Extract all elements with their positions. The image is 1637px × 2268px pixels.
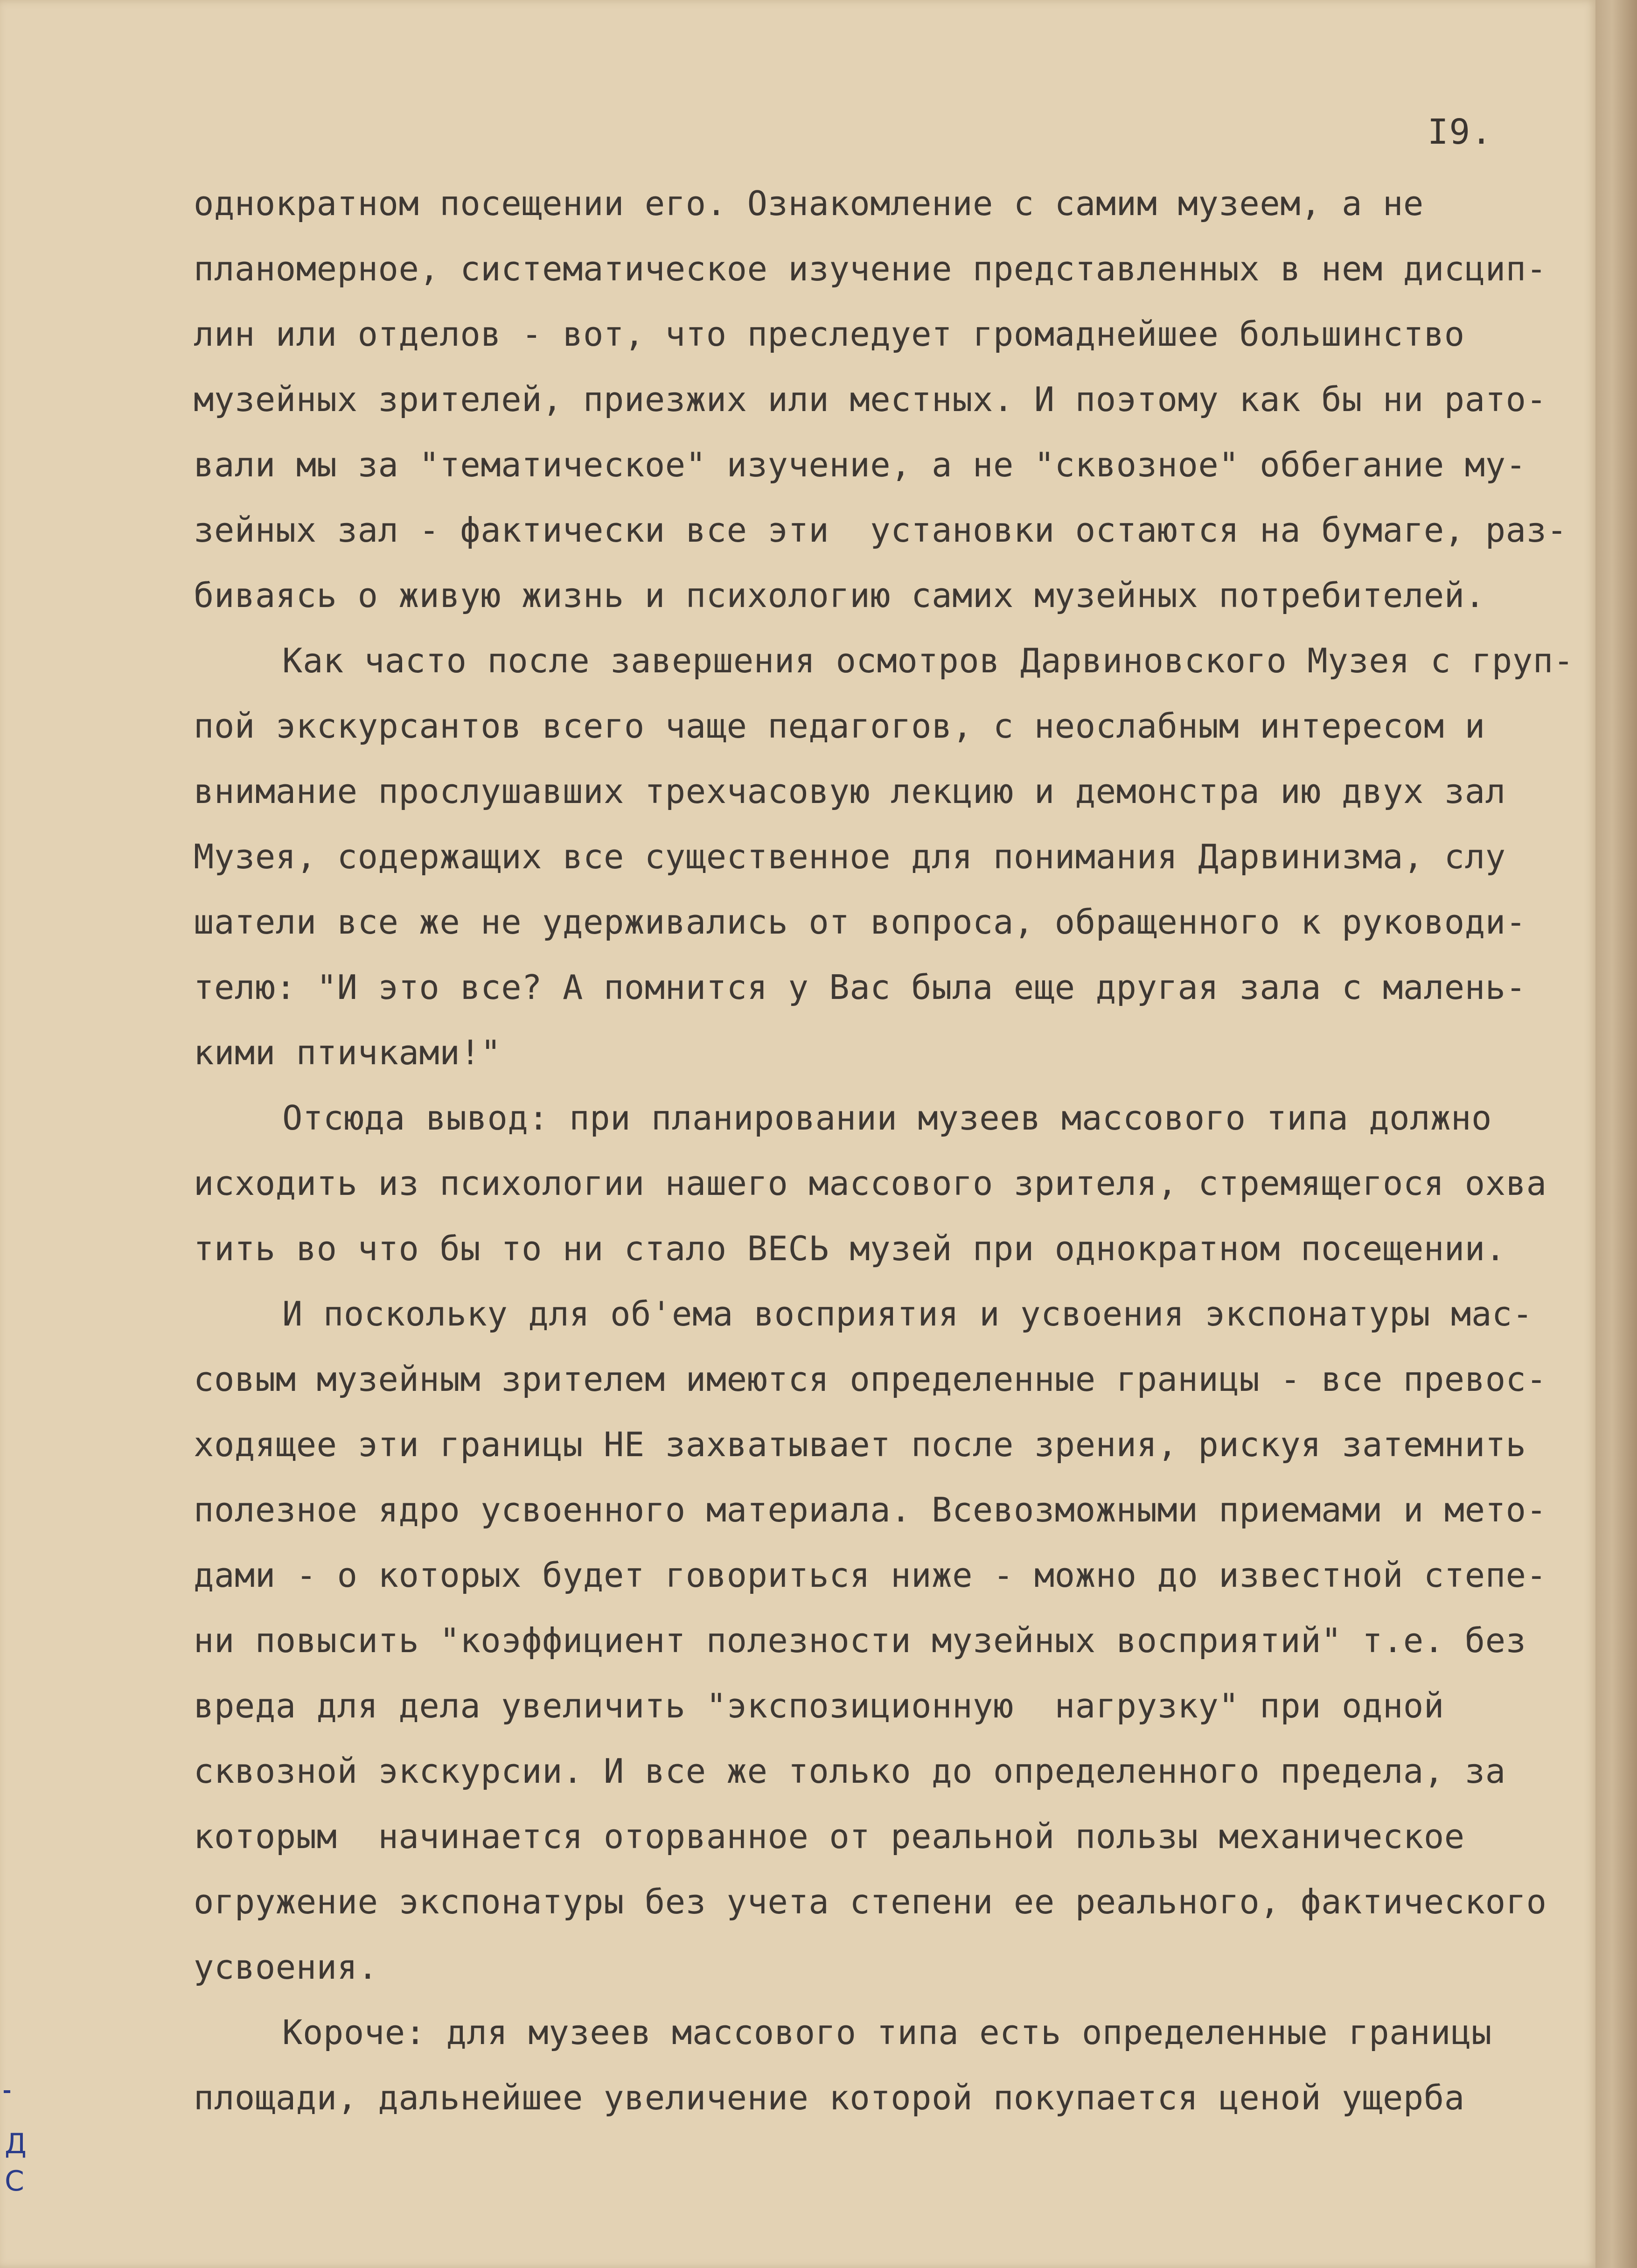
- text-line-23: ни повысить "коэффициент полезности музейных восприятий" т.е. без: [194, 1621, 1526, 1660]
- text-line-20: ходящее эти границы НЕ захватывает после зрения, рискуя затемнить: [194, 1425, 1526, 1464]
- text-line-6: зейных зал - фактически все эти установки остаются на бумаге, раз-: [194, 510, 1567, 550]
- margin-mark-1: Д: [5, 2128, 27, 2160]
- text-line-9: пой экскурсантов всего чаще педагогов, с неослабным интересом и: [194, 706, 1485, 746]
- text-line-12: шатели все же не удерживались от вопроса, обращенного к руководи-: [194, 902, 1526, 942]
- text-line-19: совым музейным зрителем имеются определенные границы - все превос-: [194, 1360, 1547, 1399]
- text-line-5: вали мы за "тематическое" изучение, а не "сквозное" оббегание му-: [194, 445, 1526, 484]
- text-line-1: однократном посещении его. Ознакомление с самим музеем, а не: [194, 184, 1424, 223]
- text-line-29: Короче: для музеев массового типа есть определенные границы: [282, 2013, 1492, 2052]
- text-line-16: исходить из психологии нашего массового зрителя, стремящегося охва: [194, 1164, 1547, 1203]
- text-line-28: усвоения.: [194, 1947, 378, 1987]
- text-line-24: вреда для дела увеличить "экспозиционную нагрузку" при одной: [194, 1686, 1444, 1725]
- text-line-10: внимание прослушавших трехчасовую лекцию и демонстра ию двух зал: [194, 772, 1506, 811]
- text-line-3: лин или отделов - вот, что преследует громаднейшее большинство: [194, 314, 1465, 354]
- binding-edge: [1595, 0, 1637, 2268]
- text-line-14: кими птичками!": [194, 1033, 502, 1072]
- text-line-2: планомерное, систематическое изучение представленных в нем дисцип-: [194, 249, 1547, 288]
- text-line-7: биваясь о живую жизнь и психологию самих музейных потребителей.: [194, 576, 1485, 615]
- text-line-30: площади, дальнейшее увеличение которой покупается ценой ущерба: [194, 2078, 1465, 2117]
- text-line-21: полезное ядро усвоенного материала. Всевозможными приемами и мето-: [194, 1490, 1547, 1529]
- text-line-8: Как часто после завершения осмотров Дарвиновского Музея с груп-: [282, 641, 1574, 680]
- text-line-13: телю: "И это все? А помнится у Вас была еще другая зала с малень-: [194, 968, 1526, 1007]
- text-line-25: сквозной экскурсии. И все же только до определенного предела, за: [194, 1752, 1506, 1791]
- margin-rule-mark: [4, 2090, 10, 2093]
- page-number: I9.: [1428, 112, 1493, 152]
- margin-mark-2: С: [5, 2165, 24, 2198]
- text-line-11: Музея, содержащих все существенное для понимания Дарвинизма, слу: [194, 837, 1506, 876]
- text-line-22: дами - о которых будет говориться ниже - можно до известной степе-: [194, 1556, 1547, 1595]
- text-line-17: тить во что бы то ни стало ВЕСЬ музей при однократном посещении.: [194, 1229, 1506, 1268]
- text-line-27: огружение экспонатуры без учета степени ее реального, фактического: [194, 1882, 1547, 1921]
- text-line-4: музейных зрителей, приезжих или местных. И поэтому как бы ни рато-: [194, 380, 1547, 419]
- text-line-26: которым начинается оторванное от реальной пользы механическое: [194, 1817, 1465, 1856]
- text-line-18: И поскольку для об'ема восприятия и усвоения экспонатуры мас-: [282, 1294, 1533, 1333]
- text-line-15: Отсюда вывод: при планировании музеев массового типа должно: [282, 1098, 1492, 1137]
